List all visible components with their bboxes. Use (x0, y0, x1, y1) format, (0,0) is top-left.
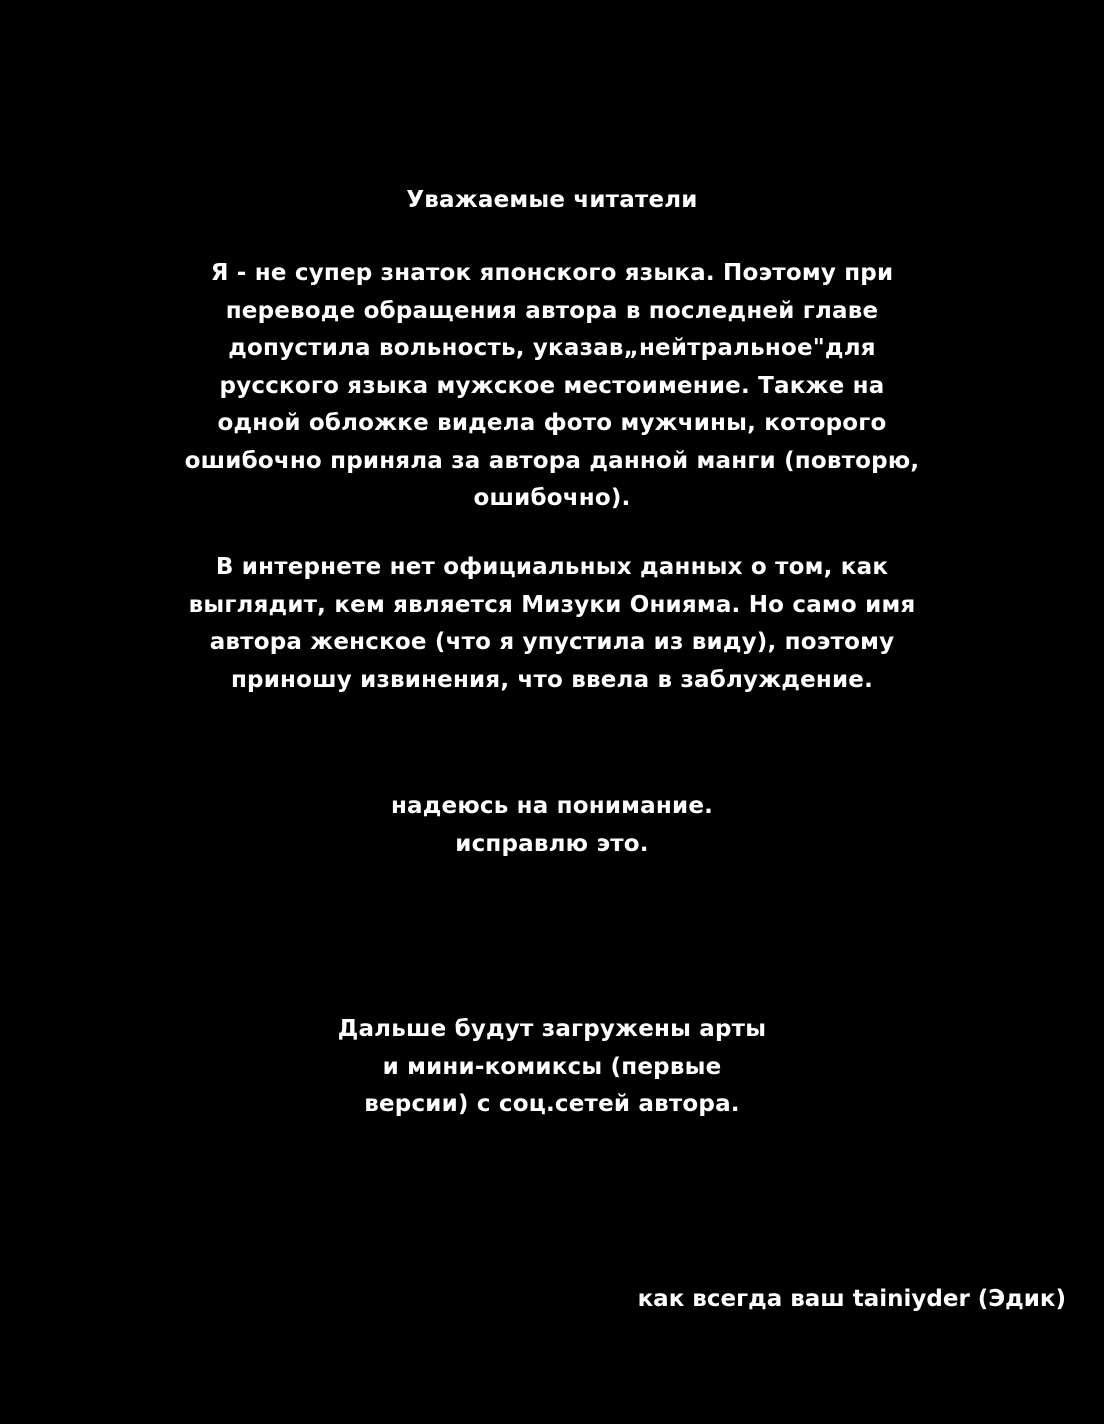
text-line: приношу извинения, что ввела в заблуждение. (230, 666, 874, 693)
text-line: выглядит, кем является Мизуки Онияма. Но само имя (188, 591, 916, 618)
notice-title (0, 182, 1104, 220)
text-line: Я - не супер знаток японского языка. Поэтому при (210, 260, 894, 286)
text-line: исправлю это. (455, 830, 649, 857)
apology-paragraph-author (0, 549, 1104, 699)
text-line: Дальше будут загружены арты (337, 1016, 767, 1042)
text-line: В интернете нет официальных данных о том, как (215, 554, 889, 580)
text-line: переводе обращения автора в последней главе (225, 297, 879, 324)
text-line: одной обложке видела фото мужчины, которого (217, 410, 887, 436)
text-line: допустила вольность, указав„нейтральное"для (228, 335, 876, 361)
understanding-paragraph (0, 788, 1104, 863)
text-line: и мини-комиксы (первые (382, 1053, 722, 1080)
text-line: автора женское (что я упустила из виду), поэтому (209, 629, 895, 655)
text-line: версии) с соц.сетей автора. (364, 1091, 740, 1117)
text-line: русского языка мужское местоимение. Также на (219, 372, 885, 399)
text-line: ошибочно приняла за автора данной манги (повторю, (184, 447, 920, 474)
upcoming-content-paragraph (0, 1011, 1104, 1124)
translator-signature: как всегда ваш tainiyder (Эдик) (637, 1286, 1066, 1312)
apology-paragraph-translation (0, 255, 1104, 518)
text-line: ошибочно). (473, 485, 631, 511)
text-line: надеюсь на понимание. (390, 793, 714, 819)
title-text: Уважаемые читатели (406, 187, 698, 213)
